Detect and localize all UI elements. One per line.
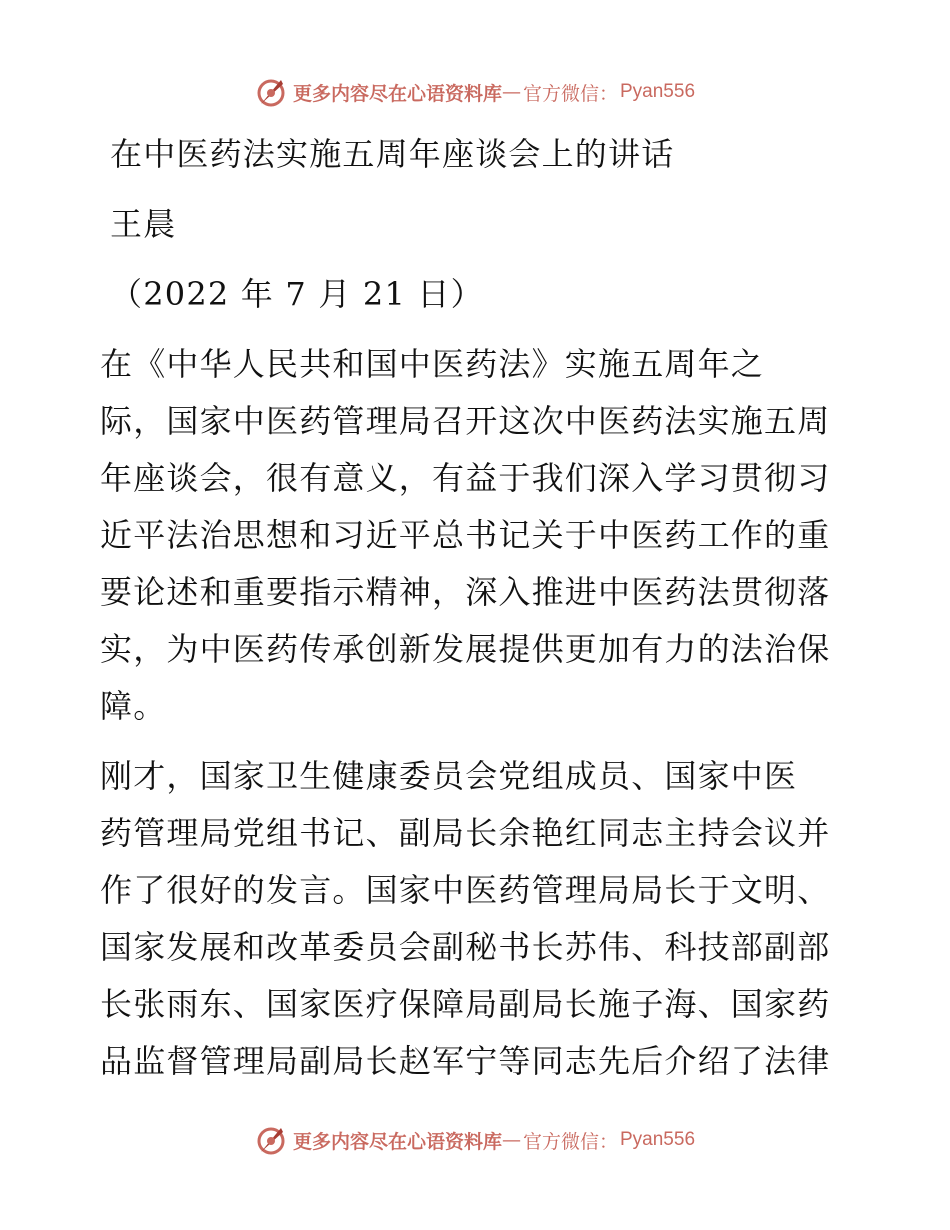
paragraph-line: 际，国家中医药管理局召开这次中医药法实施五周 bbox=[100, 402, 831, 440]
header-watermark bbox=[0, 72, 950, 112]
watermark-label: 官方微信： bbox=[522, 1130, 618, 1153]
watermark-main-text: 更多内容尽在心语资料库 bbox=[292, 1130, 502, 1153]
paragraph-line: 障。 bbox=[100, 687, 167, 725]
watermark-main-text: 更多内容尽在心语资料库 bbox=[292, 82, 502, 105]
footer-watermark bbox=[0, 1120, 950, 1160]
paragraph-line: 在《中华人民共和国中医药法》实施五周年之 bbox=[100, 345, 765, 383]
paragraph-2 bbox=[100, 748, 860, 1090]
document-author: 王晨 bbox=[110, 205, 177, 243]
paragraph-line: 品监督管理局副局长赵军宁等同志先后介绍了法律 bbox=[100, 1042, 831, 1080]
paragraph-line: 要论述和重要指示精神，深入推进中医药法贯彻落 bbox=[100, 573, 831, 611]
document-date: （2022 年 7 月 21 日） bbox=[110, 275, 484, 313]
document-title: 在中医药法实施五周年座谈会上的讲话 bbox=[110, 135, 675, 173]
paragraph-line: 年座谈会，很有意义，有益于我们深入学习贯彻习 bbox=[100, 459, 831, 497]
watermark-account: Pyan556 bbox=[620, 81, 696, 102]
watermark-account: Pyan556 bbox=[620, 1129, 696, 1150]
paragraph-line: 长张雨东、国家医疗保障局副局长施子海、国家药 bbox=[100, 985, 831, 1023]
document-body bbox=[100, 120, 860, 1090]
paragraph-1 bbox=[100, 336, 860, 735]
watermark-label: 官方微信： bbox=[522, 82, 618, 105]
watermark-dash: — bbox=[501, 1129, 521, 1151]
paragraph-line: 刚才，国家卫生健康委员会党组成员、国家中医 bbox=[100, 757, 798, 795]
paragraph-line: 实，为中医药传承创新发展提供更加有力的法治保 bbox=[100, 630, 831, 668]
paragraph-line: 近平法治思想和习近平总书记关于中医药工作的重 bbox=[100, 516, 831, 554]
watermark-dash: — bbox=[501, 81, 521, 103]
paragraph-line: 药管理局党组书记、副局长余艳红同志主持会议并 bbox=[100, 814, 831, 852]
paragraph-line: 作了很好的发言。国家中医药管理局局长于文明、 bbox=[100, 871, 831, 909]
feather-seal-icon bbox=[255, 76, 287, 108]
feather-seal-icon bbox=[255, 1124, 287, 1156]
paragraph-line: 国家发展和改革委员会副秘书长苏伟、科技部副部 bbox=[100, 928, 831, 966]
